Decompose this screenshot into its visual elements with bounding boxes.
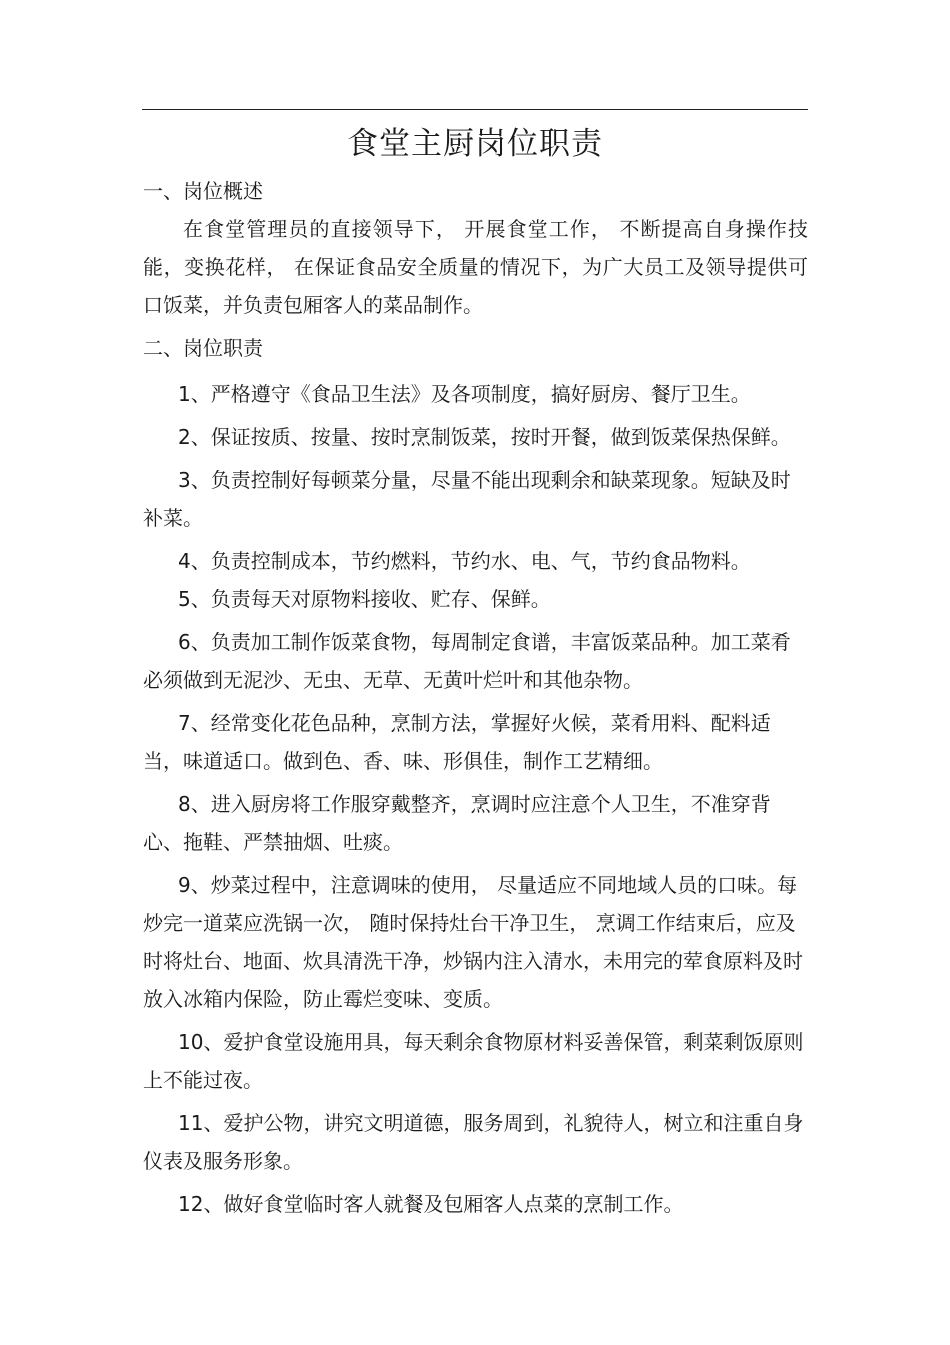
duty-item-9: 9、炒菜过程中，注意调味的使用， 尽量适应不同地域人员的口味。每炒完一道菜应洗锅一次， 随时保持灶台干净卫生， 烹调工作结束后，应及时将灶台、地面、炊具清洗干净，炒锅内注入清水，未用完的荤食原料及时放入冰箱内保险，防止霉烂变味、变质。	[143, 873, 803, 1011]
header-rule	[142, 109, 808, 110]
duty-item-8: 8、进入厨房将工作服穿戴整齐，烹调时应注意个人卫生，不准穿背心、拖鞋、严禁抽烟、吐痰。	[143, 792, 771, 854]
section-heading-overview: 一、岗位概述	[143, 179, 263, 203]
duty-item-3: 3、负责控制好每顿菜分量，尽量不能出现剩余和缺菜现象。短缺及时补菜。	[143, 468, 791, 530]
duty-item-11: 11、爱护公物，讲究文明道德，服务周到，礼貌待人，树立和注重自身仪表及服务形象。	[143, 1111, 804, 1173]
duties-list	[143, 375, 808, 1223]
duty-item-1: 1、严格遵守《食品卫生法》及各项制度，搞好厨房、餐厅卫生。	[178, 382, 751, 406]
duty-item-6: 6、负责加工制作饭菜食物，每周制定食谱，丰富饭菜品种。加工菜肴必须做到无泥沙、无虫、无草、无黄叶烂叶和其他杂物。	[143, 630, 791, 692]
duty-item-10: 10、爱护食堂设施用具，每天剩余食物原材料妥善保管，剩菜剩饭原则上不能过夜。	[143, 1030, 804, 1092]
overview-paragraph: 在食堂管理员的直接领导下， 开展食堂工作， 不断提高自身操作技能，变换花样， 在保证食品安全质量的情况下，为广大员工及领导提供可口饭菜，并负责包厢客人的菜品制作。	[143, 217, 808, 317]
duty-item-4: 4、负责控制成本，节约燃料，节约水、电、气，节约食品物料。	[178, 549, 751, 573]
section-heading-duties: 二、岗位职责	[143, 336, 263, 360]
document-title: 食堂主厨岗位职责	[347, 126, 603, 162]
duty-item-12: 12、做好食堂临时客人就餐及包厢客人点菜的烹制工作。	[178, 1192, 684, 1216]
document-body	[143, 172, 808, 1223]
duty-item-7: 7、经常变化花色品种，烹制方法，掌握好火候，菜肴用料、配料适当，味道适口。做到色、香、味、形俱佳，制作工艺精细。	[143, 711, 771, 773]
duty-item-2: 2、保证按质、按量、按时烹制饭菜，按时开餐，做到饭菜保热保鲜。	[178, 425, 791, 449]
duty-item-5: 5、负责每天对原物料接收、贮存、保鲜。	[178, 587, 551, 611]
